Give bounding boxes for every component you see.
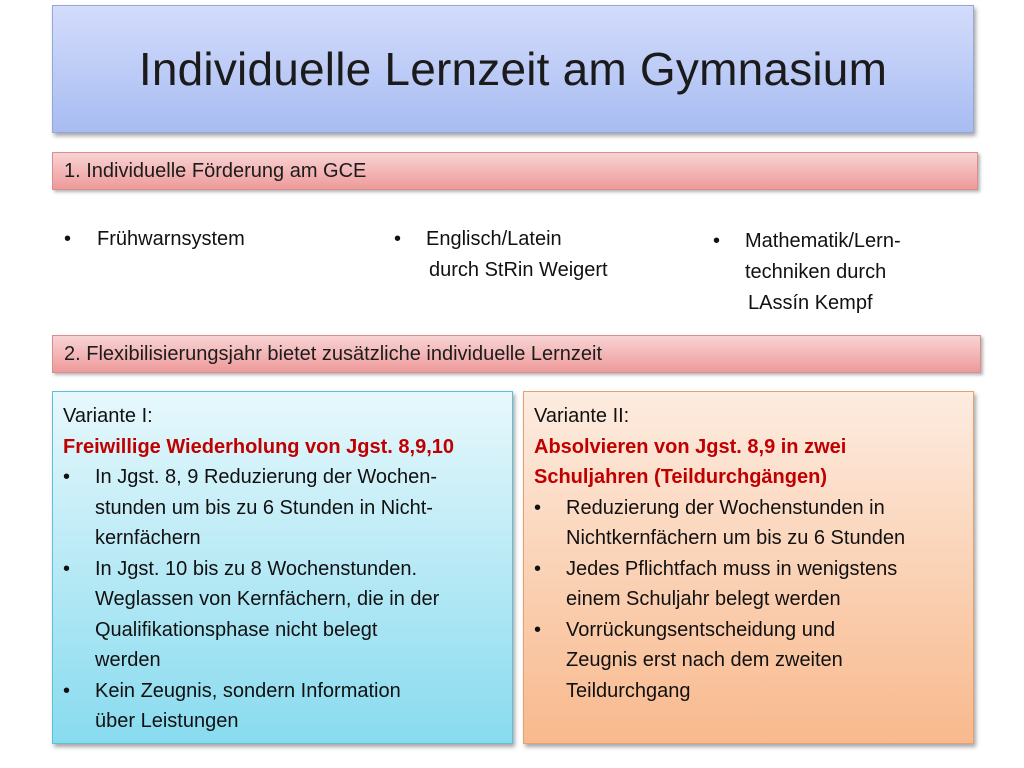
bullet-icon: • <box>63 466 71 488</box>
list-item <box>63 462 502 554</box>
section-2-heading-bar <box>52 335 981 373</box>
bullet-line: Vorrückungsentscheidung und <box>566 618 836 641</box>
bullet-icon: • <box>534 557 542 580</box>
list-item <box>534 554 963 615</box>
variant-2-headline-line: Absolvieren von Jgst. 8,9 in zwei <box>534 435 847 458</box>
list-item <box>63 554 502 676</box>
bullet-icon: • <box>64 228 72 250</box>
bullet-line: werden <box>95 649 161 671</box>
item-line: LAssín Kempf <box>748 292 873 314</box>
bullet-icon: • <box>713 230 721 252</box>
page-title: Individuelle Lernzeit am Gymnasium <box>138 43 888 95</box>
item-line: techniken durch <box>745 261 887 283</box>
bullet-line: Jedes Pflichtfach muss in wenigstens <box>566 557 898 580</box>
bullet-line: über Leistungen <box>95 710 239 732</box>
variant-1-label: Variante I: <box>63 405 153 427</box>
bullet-line: Nichtkernfächern um bis zu 6 Stunden <box>566 527 906 549</box>
bullet-icon: • <box>534 618 542 641</box>
section-1-heading-bar <box>52 152 978 190</box>
bullet-icon: • <box>63 557 71 580</box>
bullet-line: Qualifikationsphase nicht belegt <box>95 618 378 641</box>
item-line: durch StRin Weigert <box>429 259 608 281</box>
section-1-heading: 1. Individuelle Förderung am GCE <box>64 159 367 182</box>
variant-1-panel <box>52 391 513 744</box>
bullet-line: Reduzierung der Wochenstunden in <box>566 496 885 519</box>
title-box <box>52 5 974 133</box>
bullet-icon: • <box>534 496 542 519</box>
bullet-line: Teildurchgang <box>566 679 691 702</box>
bullet-line: kernfächern <box>95 527 201 549</box>
section-2-heading: 2. Flexibilisierungsjahr bietet zusätzliche individuelle Lernzeit <box>64 342 603 365</box>
bullet-icon: • <box>63 679 71 702</box>
variant-2-panel <box>523 391 974 744</box>
bullet-line: In Jgst. 10 bis zu 8 Wochenstunden. <box>95 557 418 580</box>
variant-2-label: Variante II: <box>534 405 630 427</box>
bullet-line: Weglassen von Kernfächern, die in der <box>95 588 440 610</box>
bullet-icon: • <box>394 228 402 250</box>
list-item <box>63 676 502 737</box>
bullet-line: stunden um bis zu 6 Stunden in Nicht- <box>95 496 433 519</box>
item-line: Englisch/Latein <box>426 228 562 250</box>
variant-2-headline-line: Schuljahren (Teildurchgängen) <box>534 466 827 488</box>
bullet-line: Kein Zeugnis, sondern Information <box>95 679 401 702</box>
item-line: Mathematik/Lern- <box>745 230 901 252</box>
variant-1-headline: Freiwillige Wiederholung von Jgst. 8,9,10 <box>63 435 455 458</box>
list-item <box>534 615 963 707</box>
bullet-line: In Jgst. 8, 9 Reduzierung der Wochen- <box>95 466 438 488</box>
list-item <box>534 493 963 554</box>
item-line: Frühwarnsystem <box>97 228 245 250</box>
bullet-line: Zeugnis erst nach dem zweiten <box>566 649 843 671</box>
bullet-line: einem Schuljahr belegt werden <box>566 588 841 610</box>
